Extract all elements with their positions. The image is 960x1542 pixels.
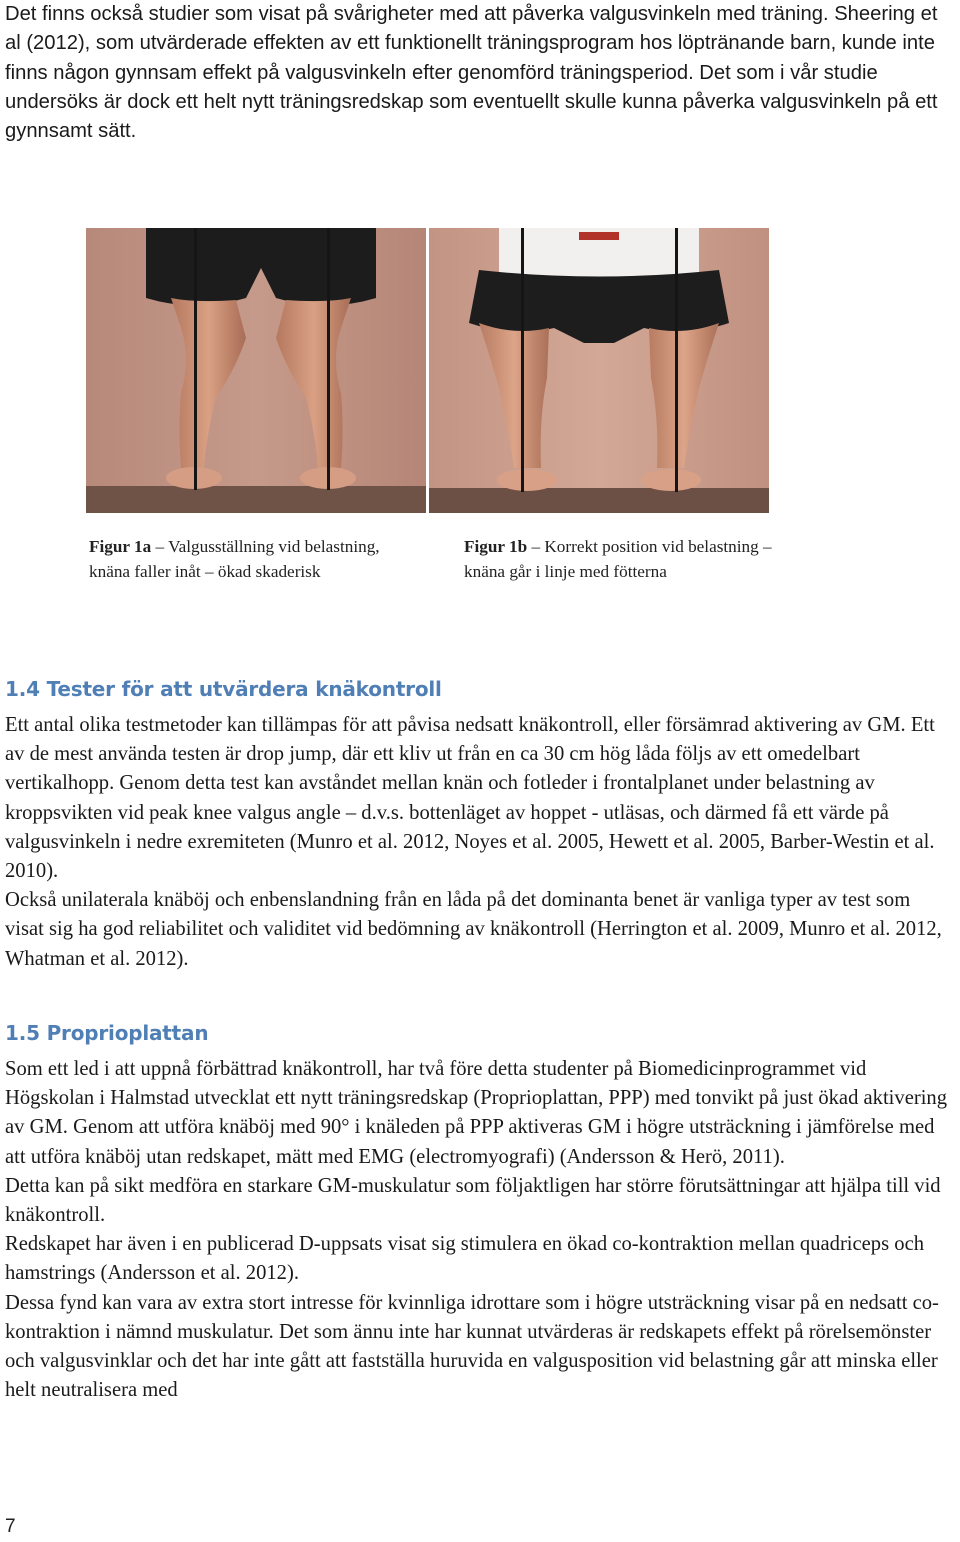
paragraph: Ett antal olika testmetoder kan tillämpas för att påvisa nedsatt knäkontroll, eller försämrad aktivering av GM. Ett av de mest använda testen är drop jump, där ett kliv ut från en ca 30 cm hög låda följs av ett omedelbart vertikalhopp. Genom detta test kan avståndet mellan knän och fotleder i frontalplanet under belastning av kroppsvikten vid peak knee valgus angle – d.v.s. bottenläget av hoppet - utläsas, och därmed få ett värde på valgusvinkeln i nedre exremiteten (Munro et al. 2012, Noyes et al. 2005, Hewett et al. 2005, Barber-Westin et al. 2010). [5, 714, 935, 883]
caption-label-1a: Figur 1a [89, 537, 152, 556]
paragraph: Detta kan på sikt medföra en starkare GM-muskulatur som följaktligen har större förutsättningar att hjälpa till vid knäkontroll. [5, 1174, 941, 1227]
section-body-1-4 [5, 711, 950, 974]
caption-figure-1b [464, 535, 774, 584]
page-number: 7 [5, 1516, 16, 1537]
section-heading-1-4: 1.4 Tester för att utvärdera knäkontroll [5, 677, 442, 701]
paragraph: Dessa fynd kan vara av extra stort intresse för kvinnliga idrottare som i högre utsträckning visar på en nedsatt co-kontraktion i nämnd muskulatur. Det som ännu inte har kunnat utvärderas är redskapets effekt på rörelsemönster och valgusvinklar och det har inte gått att fastställa huruvida en valgusposition vid belastning går att minska eller helt neutralisera med [5, 1291, 939, 1402]
photo-figure-1a [86, 228, 426, 513]
caption-text-1a: – Valgusställning vid belastning, knäna faller inåt – ökad skaderisk [89, 537, 380, 581]
paragraph: Redskapet har även i en publicerad D-uppsats visat sig stimulera en ökad co-kontraktion mellan quadriceps och hamstrings (Andersson et al. 2012). [5, 1233, 925, 1285]
paragraph: Som ett led i att uppnå förbättrad knäkontroll, har två före detta studenter på Biomedicinprogrammet vid Högskolan i Halmstad utvecklat ett nytt träningsredskap (Proprioplattan, PPP) med tonvikt på just ökad aktivering av GM. Genom att utföra knäböj med 90° i knäleden på PPP aktiveras GM i högre utsträckning i jämförelse med att utföra knäböj utan redskapet, mätt med EMG (electromyografi) (Andersson & Herö, 2011). [5, 1058, 948, 1168]
photo-figure-1b [429, 228, 769, 513]
caption-text-1b: – Korrekt position vid belastning – knäna går i linje med fötterna [464, 537, 772, 581]
paragraph: Också unilaterala knäböj och enbenslandning från en låda på det dominanta benet är vanliga typer av test som visat sig ha god reliabilitet och validitet vid bedömning av knäkontroll (Herrington et al. 2009, Munro et al. 2012, Whatman et al. 2012). [5, 889, 942, 970]
section-heading-1-5: 1.5 Proprioplattan [5, 1021, 209, 1045]
caption-label-1b: Figur 1b [464, 537, 528, 556]
figure-1 [86, 228, 769, 513]
caption-figure-1a [89, 535, 399, 584]
intro-paragraph: Det finns också studier som visat på svårigheter med att påverka valgusvinkeln med träning. Sheering et al (2012), som utvärderade effekten av ett funktionellt träningsprogram hos löptränande barn, kunde inte finns någon gynnsam effekt på valgusvinkeln efter genomförd träningsperiod. Det som i vår studie undersöks är dock ett helt nytt träningsredskap som eventuellt skulle kunna påverka valgusvinkeln på ett gynnsamt sätt. [5, 3, 938, 143]
section-body-1-5 [5, 1055, 950, 1405]
